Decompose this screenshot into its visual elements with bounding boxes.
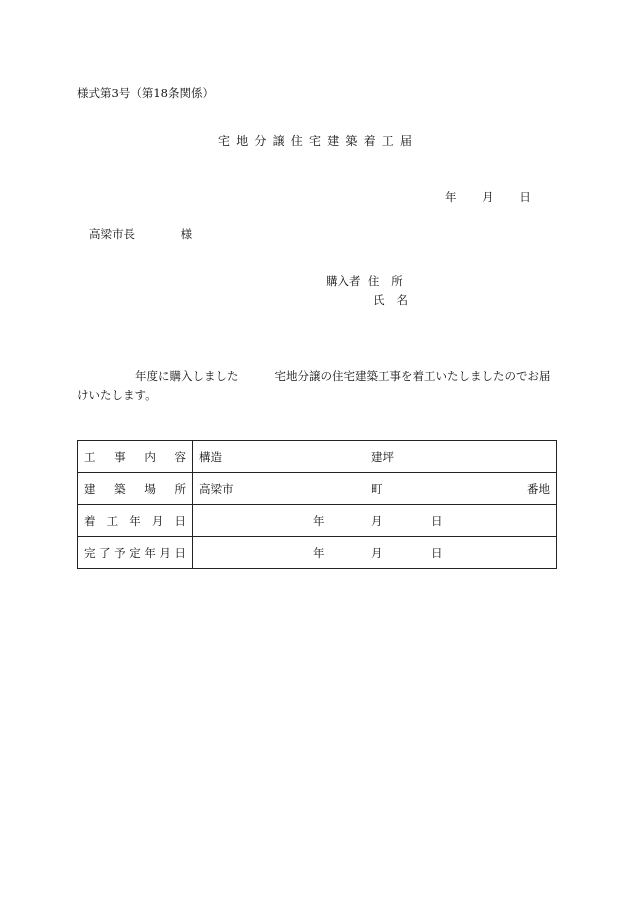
name-label: 氏名 (373, 293, 420, 307)
row-label-char: 予 (114, 545, 126, 560)
date-line (445, 189, 531, 205)
body-part2: 宅地分譲の住宅建築工事を着工いたしましたのでお届けいたします。 (77, 369, 551, 402)
row-label-char: 築 (114, 481, 126, 496)
lot-number-label: 番地 (527, 481, 550, 496)
completion-year-label: 年 (313, 545, 325, 560)
row-label-char: 場 (144, 481, 156, 496)
row-label-char: 日 (174, 513, 186, 528)
start-day-label: 日 (431, 513, 443, 528)
row-label-text (84, 545, 186, 561)
row-label-char: 所 (174, 481, 186, 496)
row-label-construction-site (78, 473, 193, 505)
row-label-completion-date (78, 537, 193, 569)
details-table (77, 440, 557, 569)
row-label-char: 了 (99, 545, 111, 560)
town-label: 町 (371, 481, 383, 496)
row-label-char: 年 (129, 513, 141, 528)
start-date-cell[interactable] (193, 505, 557, 537)
row-label-char: 内 (144, 449, 156, 464)
row-label-char: 年 (144, 545, 156, 560)
row-label-text (84, 481, 186, 497)
row-label-char: 月 (151, 513, 164, 528)
form-number: 様式第3号（第18条関係） (77, 86, 214, 100)
structure-label: 構造 (199, 449, 222, 464)
address-label: 住所 (367, 274, 415, 288)
row-label-char: 完 (84, 545, 96, 560)
work-content-cell[interactable] (193, 441, 557, 473)
recipient-name: 高梁市長 (89, 227, 135, 241)
completion-day-label: 日 (431, 545, 443, 560)
body-paragraph (77, 367, 557, 405)
completion-month-label: 月 (371, 545, 383, 560)
applicant-label: 購入者 (326, 274, 361, 288)
date-year-label: 年 (445, 190, 457, 204)
table-row (78, 473, 557, 505)
row-label-char: 工 (84, 449, 96, 464)
row-label-char: 建 (84, 481, 96, 496)
start-year-label: 年 (313, 513, 325, 528)
applicant-address-row (326, 273, 415, 289)
row-label-work-content (78, 441, 193, 473)
row-label-char: 工 (106, 513, 119, 528)
construction-site-cell[interactable] (193, 473, 557, 505)
applicant-name-row (373, 292, 420, 308)
body-part1: 年度に購入しました (135, 369, 239, 383)
floor-area-label: 建坪 (371, 449, 394, 464)
table-row (78, 441, 557, 473)
row-label-char: 容 (174, 449, 186, 464)
table-row (78, 505, 557, 537)
row-label-start-date (78, 505, 193, 537)
document-title: 宅地分譲住宅建築着工届 (218, 134, 419, 148)
city-label: 高梁市 (199, 481, 234, 496)
row-label-text (84, 513, 186, 529)
recipient-suffix: 様 (180, 227, 193, 241)
row-label-char: 着 (84, 513, 96, 528)
table-row (78, 537, 557, 569)
start-month-label: 月 (371, 513, 383, 528)
row-label-char: 定 (129, 545, 141, 560)
date-month-label: 月 (482, 190, 494, 204)
row-label-char: 日 (174, 545, 186, 560)
recipient (89, 226, 192, 242)
row-label-text (84, 449, 186, 465)
date-day-label: 日 (519, 190, 531, 204)
completion-date-cell[interactable] (193, 537, 557, 569)
row-label-char: 月 (159, 545, 171, 560)
row-label-char: 事 (114, 449, 126, 464)
